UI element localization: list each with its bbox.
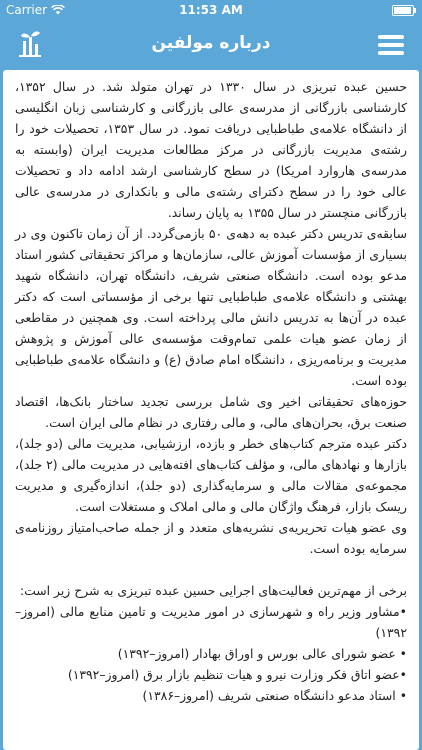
hamburger-icon-bar (378, 35, 404, 39)
hamburger-icon-bar (378, 43, 404, 47)
spacer (15, 559, 407, 580)
status-time: 11:53 AM (179, 3, 243, 17)
carrier-label: Carrier (6, 3, 48, 17)
list-item: •عضو اتاق فکر وزارت نیرو و هیات تنظیم بازار برق (امروز–۱۳۹۲) (67, 667, 407, 682)
nav-bar (0, 22, 422, 66)
paragraph-bio: حسین عبده تبریزی در سال ۱۳۳۰ در تهران متولد شد. در سال ۱۳۵۲، کارشناسی بازرگانی از مدرسه‌ی عالی بازرگانی و کارشناسی زبان انگلیسی از دانشگاه علامه‌ی طباطبایی دریافت نمود. در سال ۱۳۵۳، تحصیلات خود را رشته‌ی مدیریت بازرگانی در مرکز مطالعات مدیریت ایران (وابسته به مدرسه‌ی هاروارد امریکا) در سطح کارشناسی ارشد ادامه داد و تحصیلات عالی خود را در سطح دکترای رشته‌ی مالی و بانکداری در مدرسه‌ی عالی بازرگانی منچستر در سال ۱۳۵۵ به پایان رساند. (15, 79, 408, 220)
list-item: • عضو شورای عالی بورس و اوراق بهادار (امروز–۱۳۹۲) (117, 646, 407, 661)
content-card[interactable] (3, 70, 419, 750)
paragraph-books: دکتر عبده مترجم کتاب‌های خطر و بازده، ارزشیابی، مدیریت مالی (دو جلد)، بازارها و نهادهای مالی، و مؤلف کتاب‌های افته‌هایی در مدیریت مالی (۲ جلد)، مجموعه‌ی مقالات مالی و سرمایه‌گذاری (دو جلد)، اندازه‌گیری و مدیریت ریسک بازار، فرهنگ واژگان مالی و مالی املاک و مستغلات است. (15, 436, 407, 514)
list-item: • استاد مدعو دانشگاه صنعتی شریف (امروز–۱۳۸۶) (142, 688, 407, 703)
list-item: •مشاور وزیر راه و شهرسازی در امور مدیریت و تامین منابع مالی (امروز–۱۳۹۲) (15, 604, 407, 640)
battery-icon (392, 5, 414, 16)
about-text (3, 70, 419, 706)
hamburger-icon-bar (378, 51, 404, 55)
paragraph-research: حوزه‌های تحقیقاتی اخیر وی شامل بررسی تجدید ساختار بانک‌ها، اقتصاد صنعت برق، بحران‌های مالی، و مالی رفتاری در نظام مالی ایران است. (15, 394, 407, 430)
paragraph-teaching: سابقه‌ی تدریس دکتر عبده به دهه‌ی ۵۰ بازمی‌گردد. از آن زمان تاکنون وی در بسیاری از مؤسسات آموزش عالی، سازمان‌ها و مراکز تحقیقاتی کشور استاد مدعو بوده است. دانشگاه صنعتی شریف، دانشگاه تهران، دانشگاه شهید بهشتی و دانشگاه علامه‌ی طباطبایی تنها برخی از مؤسساتی است که دکتر عبده در آن‌ها به تدریس دانش مالی پرداخته است. وی همچنین در مقاطعی از زمان عضو هیات علمی تمام‌وقت مؤسسه‌ی عالی آموزش و پژوهش مدیریت و برنامه‌ریزی ، دانشگاه امام صادق (ع) و دانشگاه علامه‌ی طباطبایی بوده است. (15, 226, 407, 388)
menu-button[interactable] (378, 35, 404, 55)
page-title: درباره مولفین (151, 33, 271, 53)
paragraph-editorial: وی عضو هیات تحریریه‌ی نشریه‌های متعدد و از جمله صاحب‌امتیاز روزنامه‌ی سرمایه بوده است. (15, 520, 407, 556)
activities-intro: برخی از مهم‌ترین فعالیت‌های اجرایی حسین عبده تبریزی به شرح زیر است: (19, 583, 407, 598)
status-bar (0, 0, 422, 22)
